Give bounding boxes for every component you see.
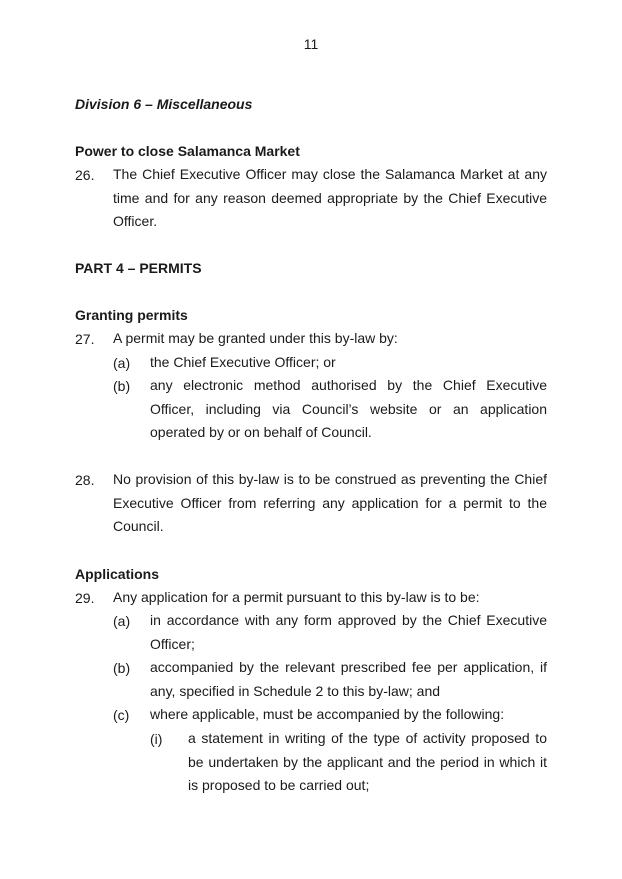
section-27-heading: Granting permits	[75, 307, 188, 323]
page-number: 11	[303, 36, 319, 52]
section-28-text: No provision of this by-law is to be construed as preventing the Chief Executive Officer from referring any application for a permit to the Council.	[113, 471, 547, 535]
section-28-number: 28.	[75, 472, 95, 488]
part-4-heading: PART 4 – PERMITS	[75, 260, 202, 276]
section-27-item-label: (a)	[113, 355, 131, 371]
section-27-item-label: (b)	[113, 378, 131, 394]
section-27-number: 27.	[75, 331, 95, 347]
division-heading: Division 6 – Miscellaneous	[75, 96, 253, 112]
section-29-heading: Applications	[75, 566, 160, 582]
section-29-item-text: in accordance with any form approved by the Chief Executive Officer;	[150, 612, 547, 652]
section-29-item-label: (c)	[113, 707, 130, 723]
section-26-text: The Chief Executive Officer may close the Salamanca Market at any time and for any reason deemed appropriate by the Chief Executive Officer.	[113, 166, 547, 230]
section-26-heading: Power to close Salamanca Market	[75, 143, 300, 159]
section-29-subitem-text: a statement in writing of the type of activity proposed to be undertaken by the applicant and the period in which it is proposed to be carried out;	[188, 730, 547, 794]
section-29-text: Any application for a permit pursuant to this by-law is to be:	[113, 589, 480, 605]
section-29-item-label: (a)	[113, 613, 131, 629]
section-27-item-text: the Chief Executive Officer; or	[150, 354, 336, 370]
section-27-text: A permit may be granted under this by-law by:	[113, 330, 398, 346]
section-29-item-text: accompanied by the relevant prescribed fee per application, if any, specified in Schedule 2 to this by-law; and	[150, 659, 547, 699]
section-27-item-text: any electronic method authorised by the Chief Executive Officer, including via Council’s website or an application operated by or on behalf of Council.	[150, 377, 547, 441]
section-29-item-label: (b)	[113, 660, 131, 676]
section-29-item-text: where applicable, must be accompanied by the following:	[150, 706, 505, 722]
section-26-number: 26.	[75, 167, 95, 183]
section-29-number: 29.	[75, 590, 95, 606]
section-29-subitem-label: (i)	[150, 731, 163, 747]
